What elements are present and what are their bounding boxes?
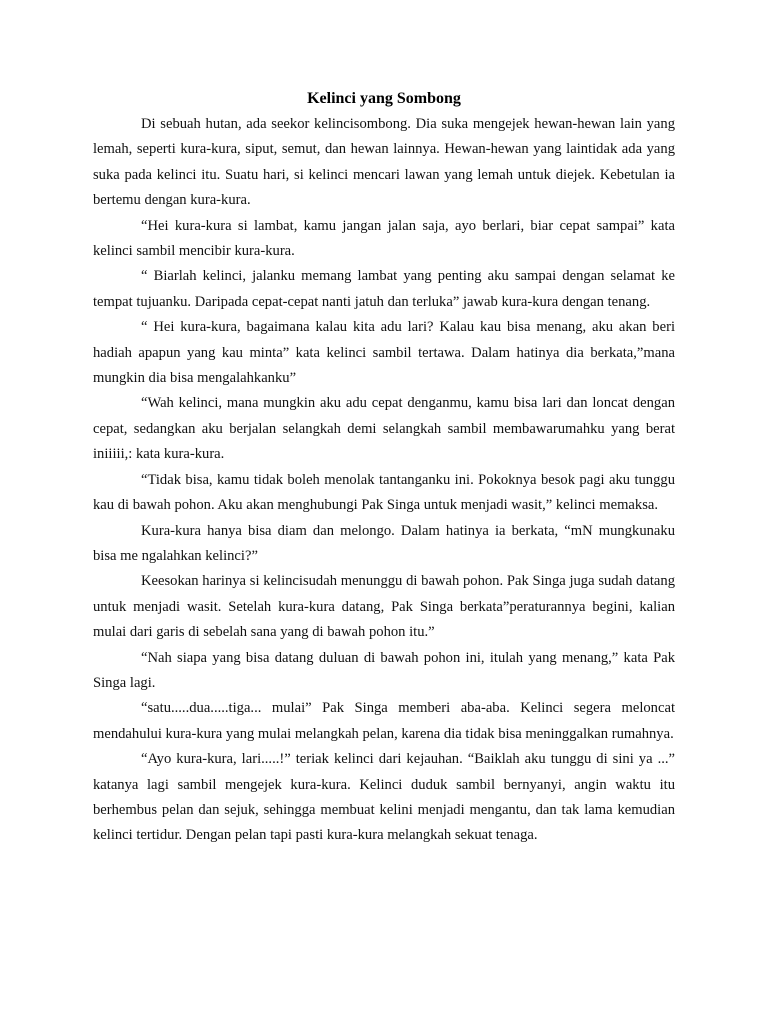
paragraph: “Hei kura-kura si lambat, kamu jangan jalan saja, ayo berlari, biar cepat sampai” kata kelinci sambil mencibir kura-kura. bbox=[93, 217, 675, 260]
paragraph: Keesokan harinya si kelincisudah menunggu di bawah pohon. Pak Singa juga sudah datang untuk menjadi wasit. Setelah kura-kura datang, Pak Singa berkata”peraturannya begini, kalian mulai dari garis di sebelah sana yang di bawah pohon itu.” bbox=[93, 573, 675, 641]
paragraph: “Ayo kura-kura, lari.....!” teriak kelinci dari kejauhan. “Baiklah aku tunggu di sini ya ...” katanya lagi sambil mengejek kura-kura. Kelinci duduk sambil bernyanyi, angin waktu itu berhembus pelan dan sejuk, sehingga membuat kelini menjadi mengantu, dan tak lama kemudian kelinci tertidur. Dengan pelan tapi pasti kura-kura melangkah sekuat tenaga. bbox=[93, 751, 675, 844]
paragraph: “ Hei kura-kura, bagaimana kalau kita adu lari? Kalau kau bisa menang, aku akan beri hadiah apapun yang kau minta” kata kelinci sambil tertawa. Dalam hatinya dia berkata,”mana mungkin dia bisa mengalahkanku” bbox=[93, 319, 675, 387]
paragraph: “Nah siapa yang bisa datang duluan di bawah pohon ini, itulah yang menang,” kata Pak Singa lagi. bbox=[93, 649, 675, 691]
paragraph: “Wah kelinci, mana mungkin aku adu cepat denganmu, kamu bisa lari dan loncat dengan cepat, sedangkan aku berjalan selangkah demi selangkah sambil membawarumahku yang berat iniiiii,: kata kura-kura. bbox=[93, 395, 675, 463]
paragraph: “ Biarlah kelinci, jalanku memang lambat yang penting aku sampai dengan selamat ke tempat tujuanku. Daripada cepat-cepat nanti jatuh dan terluka” jawab kura-kura dengan tenang. bbox=[93, 268, 675, 310]
paragraph: Kura-kura hanya bisa diam dan melongo. Dalam hatinya ia berkata, “mN mungkunaku bisa me ngalahkan kelinci?” bbox=[93, 522, 675, 564]
paragraph: “satu.....dua.....tiga... mulai” Pak Singa memberi aba-aba. Kelinci segera meloncat mendahului kura-kura yang mulai melangkah pelan, karena dia tidak bisa meninggalkan rumahnya. bbox=[93, 700, 675, 742]
paragraph: Di sebuah hutan, ada seekor kelincisombong. Dia suka mengejek hewan-hewan lain yang lemah, seperti kura-kura, siput, semut, dan hewan lainnya. Hewan-hewan yang laintidak ada yang suka pada kelinci itu. Suatu hari, si kelinci mencari lawan yang lemah untuk diejek. Kebetulan ia bertemu dengan kura-kura. bbox=[93, 116, 675, 209]
document-title: Kelinci yang Sombong bbox=[307, 90, 461, 107]
document-body bbox=[93, 86, 675, 849]
paragraph: “Tidak bisa, kamu tidak boleh menolak tantanganku ini. Pokoknya besok pagi aku tunggu kau di bawah pohon. Aku akan menghubungi Pak Singa untuk menjadi wasit,” kelinci memaksa. bbox=[93, 471, 675, 514]
